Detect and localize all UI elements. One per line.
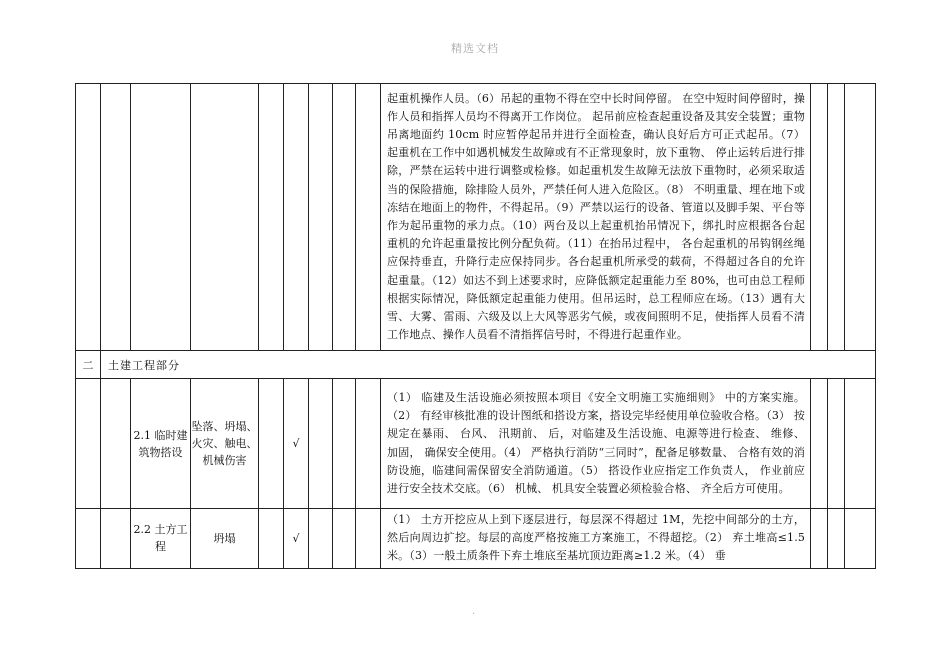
cell-item <box>131 84 191 351</box>
work-item-name: 2.2 土方工程 <box>131 509 191 569</box>
work-item-name: 2.1 临时建筑物搭设 <box>131 379 191 509</box>
check-mark: √ <box>284 509 309 569</box>
cell-extra-3 <box>845 84 876 351</box>
cell-level-1 <box>259 379 284 509</box>
cell-subseq <box>101 379 131 509</box>
watermark-text: 精选文档 <box>451 42 499 55</box>
cell-level-1 <box>259 509 284 569</box>
cell-seq <box>76 84 101 351</box>
cell-level-2 <box>284 84 309 351</box>
footer-mark: . <box>472 606 476 617</box>
table-row <box>76 509 876 569</box>
cell-extra-2 <box>828 379 845 509</box>
cell-level-4 <box>333 84 356 351</box>
cell-level-1 <box>259 84 284 351</box>
check-mark: √ <box>284 379 309 509</box>
cell-extra-1 <box>811 84 828 351</box>
section-title: 土建工程部分 <box>101 351 876 379</box>
cell-extra-3 <box>845 379 876 509</box>
cell-level-5 <box>356 379 381 509</box>
control-measures-text: （1） 土方开挖应从上到下逐层进行，每层深不得超过 1M，先挖中间部分的土方，然后向周边扩挖。每层的高度严格按施工方案施工，不得超挖。（2） 弃土堆高≤1.5 米。（3）一般土质条件下弃土堆底至基坑顶边距离≥1.2 米。（4） 垂 <box>381 509 811 569</box>
safety-measures-table <box>75 83 876 569</box>
section-number: 二 <box>76 351 101 379</box>
cell-extra-2 <box>828 509 845 569</box>
cell-seq <box>76 379 101 509</box>
cell-level-5 <box>356 509 381 569</box>
cell-extra-1 <box>811 379 828 509</box>
cell-level-4 <box>333 509 356 569</box>
control-measures-text: 起重机操作人员。（6）吊起的重物不得在空中长时间停留。 在空中短时间停留时，操作人员和指挥人员均不得离开工作岗位。 起吊前应检查起重设备及其安全装置；重物吊离地面约 10cm 时应暂停起吊并进行全面检查，确认良好后方可正式起吊。（7） 起重机在工作中如遇机械发生故障或有不正常现象时，放下重物、 停止运转后进行排除，严禁在运转中进行调整或检修。如起重机发生故障无法放下重物时，必须采取适当的保险措施，除排险人员外，严禁任何人进入危险区。（8） 不明重量、埋在地下或冻结在地面上的物件，不得起吊。（9）严禁以运行的设备、管道以及脚手架、平台等作为起吊重物的承力点。（10）两台及以上起重机抬吊情况下，绑扎时应根据各台起重机的允许起重量按比例分配负荷。（11）在抬吊过程中， 各台起重机的吊钩钢丝绳应保持垂直，升降行走应保持同步。各台起重机所承受的载荷，不得超过各自的允许起重量。（12）如达不到上述要求时，应降低额定起重能力至 80%，也可由总工程师根据实际情况，降低额定起重能力使用。但吊运时，总工程师应在场。（13）遇有大雪、大雾、雷雨、六级及以上大风等恶劣气候，或夜间照明不足，使指挥人员看不清工作地点、操作人员看不清指挥信号时，不得进行起重作业。 <box>381 84 811 351</box>
cell-level-3 <box>309 84 333 351</box>
hazard-list: 坍塌 <box>191 509 259 569</box>
cell-extra-1 <box>811 509 828 569</box>
cell-level-3 <box>309 379 333 509</box>
table-row <box>76 84 876 351</box>
cell-level-5 <box>356 84 381 351</box>
cell-level-3 <box>309 509 333 569</box>
cell-level-4 <box>333 379 356 509</box>
cell-subseq <box>101 84 131 351</box>
cell-subseq <box>101 509 131 569</box>
cell-extra-2 <box>828 84 845 351</box>
section-header-row <box>76 351 876 379</box>
cell-extra-3 <box>845 509 876 569</box>
cell-seq <box>76 509 101 569</box>
cell-hazard <box>191 84 259 351</box>
control-measures-text: （1） 临建及生活设施必须按照本项目《安全文明施工实施细则》 中的方案实施。（2） 有经审核批准的设计图纸和搭设方案，搭设完毕经使用单位验收合格。（3） 按规定在暴雨、 台风、 汛期前、 后，对临建及生活设施、电源等进行检查、 维修、 加固， 确保安全使用。（4） 严格执行消防“三同时”，配备足够数量、 合格有效的消防设施，临建间需保留安全消防通道。（5） 搭设作业应指定工作负责人， 作业前应进行安全技术交底。（6） 机械、 机具安全装置必须检验合格、 齐全后方可使用。 <box>381 379 811 509</box>
table-row <box>76 379 876 509</box>
hazard-list: 坠落、坍塌、火灾、触电、机械伤害 <box>191 379 259 509</box>
